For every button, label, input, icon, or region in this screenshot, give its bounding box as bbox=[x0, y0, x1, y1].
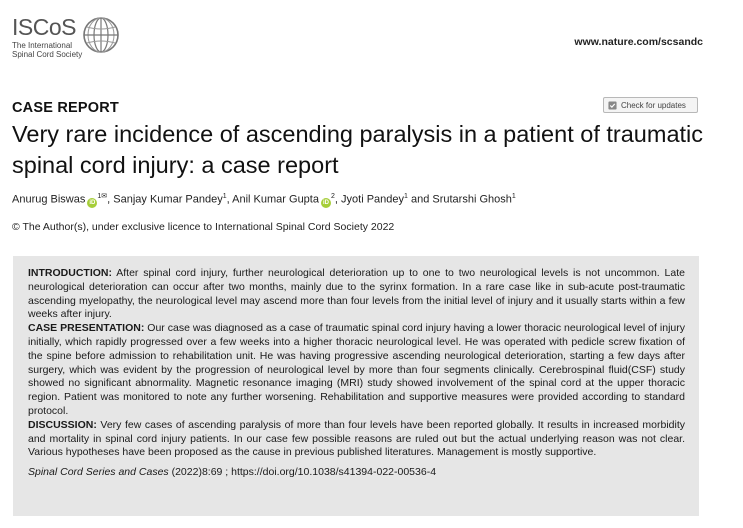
globe-icon bbox=[82, 16, 120, 54]
abstract-case-presentation bbox=[28, 322, 685, 419]
citation-doi[interactable]: (2022)8:69 ; https://doi.org/10.1038/s41394-022-00536-4 bbox=[168, 466, 437, 479]
author-name[interactable]: Sanjay Kumar Pandey bbox=[113, 193, 223, 206]
author-name[interactable]: Jyoti Pandey bbox=[341, 193, 404, 206]
author-affiliation: 1 bbox=[511, 193, 516, 200]
citation[interactable] bbox=[28, 466, 685, 480]
section-heading: DISCUSSION: bbox=[28, 418, 97, 431]
abstract-discussion bbox=[28, 419, 685, 460]
logo-line-1: The International bbox=[12, 41, 73, 50]
check-for-updates-button[interactable] bbox=[603, 97, 698, 113]
author-affiliation: 2 bbox=[330, 193, 335, 200]
citation-journal: Spinal Cord Series and Cases bbox=[28, 466, 169, 479]
author-name[interactable]: Srutarshi Ghosh bbox=[432, 193, 512, 206]
author-name[interactable]: Anurug Biswas bbox=[12, 193, 86, 206]
author-list: Anurug Biswas $iD^{1✉}$, Sanjay Kumar Pandey$^1$, Anil Kumar Gupta $iD^2$, Jyoti Pandey$^1$ and Srutarshi Ghosh$^1$ bbox=[12, 193, 516, 206]
author-affiliation: 1 bbox=[97, 193, 102, 200]
section-text: Very few cases of ascending paralysis of more than four levels have been reported globally. It results in increased morbidity and mortality in spinal cord injury patients. In our case few possible reasons are ruled out but the actual underlying reason was not clear. Various hypotheses have been proposed as the cause in previous published literatures. Management is mostly supportive. bbox=[28, 418, 685, 459]
logo-name: ISCoS bbox=[12, 14, 76, 40]
journal-logo[interactable] bbox=[12, 14, 120, 60]
section-text: After spinal cord injury, further neurological deterioration up to one to two neurological levels is not uncommon. Late neurological deterioration can occur after two months, mainly due to the syrinx formation. In a rare case like in sub-acute post-traumatic ascending myelopathy, the neurological level may ascend more than four levels from the initial level of injury and it usually starts within a few weeks after injury. bbox=[28, 267, 685, 321]
author-affiliation: 1 bbox=[222, 193, 227, 200]
check-updates-icon bbox=[608, 101, 617, 110]
author-name[interactable]: Anil Kumar Gupta bbox=[232, 193, 319, 206]
article-title: Very rare incidence of ascending paralysis in a patient of traumatic spinal cord injury: a case report bbox=[12, 121, 704, 178]
orcid-icon[interactable]: iD bbox=[322, 199, 329, 206]
orcid-icon[interactable]: iD bbox=[89, 199, 96, 206]
abstract-introduction bbox=[28, 267, 685, 322]
logo-line-2: Spinal Cord Society bbox=[12, 50, 83, 59]
copyright-notice: © The Author(s), under exclusive licence to International Spinal Cord Society 2022 bbox=[12, 221, 395, 233]
email-icon[interactable]: ✉ bbox=[101, 193, 108, 200]
article-type: CASE REPORT bbox=[12, 100, 119, 116]
abstract-box bbox=[13, 256, 699, 516]
section-heading: CASE PRESENTATION: bbox=[28, 322, 145, 335]
section-heading: INTRODUCTION: bbox=[28, 267, 112, 279]
check-for-updates-label: Check for updates bbox=[621, 100, 686, 110]
section-text: Our case was diagnosed as a case of traumatic spinal cord injury having a lower thoracic neurological level of injury initially, which rapidly progressed over a few weeks into a higher thoracic neurological level. He was operated with pedicle screw fixation of the spine before admission to rehabilitation unit. He was having progressive ascending neurological deterioration, starting a few days after surgery, which was evident by the progression of neurological level by more than four segments clinically. Cerebrospinal fluid(CSF) study showed no significant abnormality. Magnetic resonance imaging (MRI) study showed involvement of the spinal cord at the upper thoracic region. Patient was monitored to note any further worsening. Rehabilitation and supportive measures were provided according to standard protocol. bbox=[28, 322, 685, 417]
author-affiliation: 1 bbox=[404, 193, 408, 200]
journal-url[interactable]: www.nature.com/scsandc bbox=[574, 36, 703, 48]
